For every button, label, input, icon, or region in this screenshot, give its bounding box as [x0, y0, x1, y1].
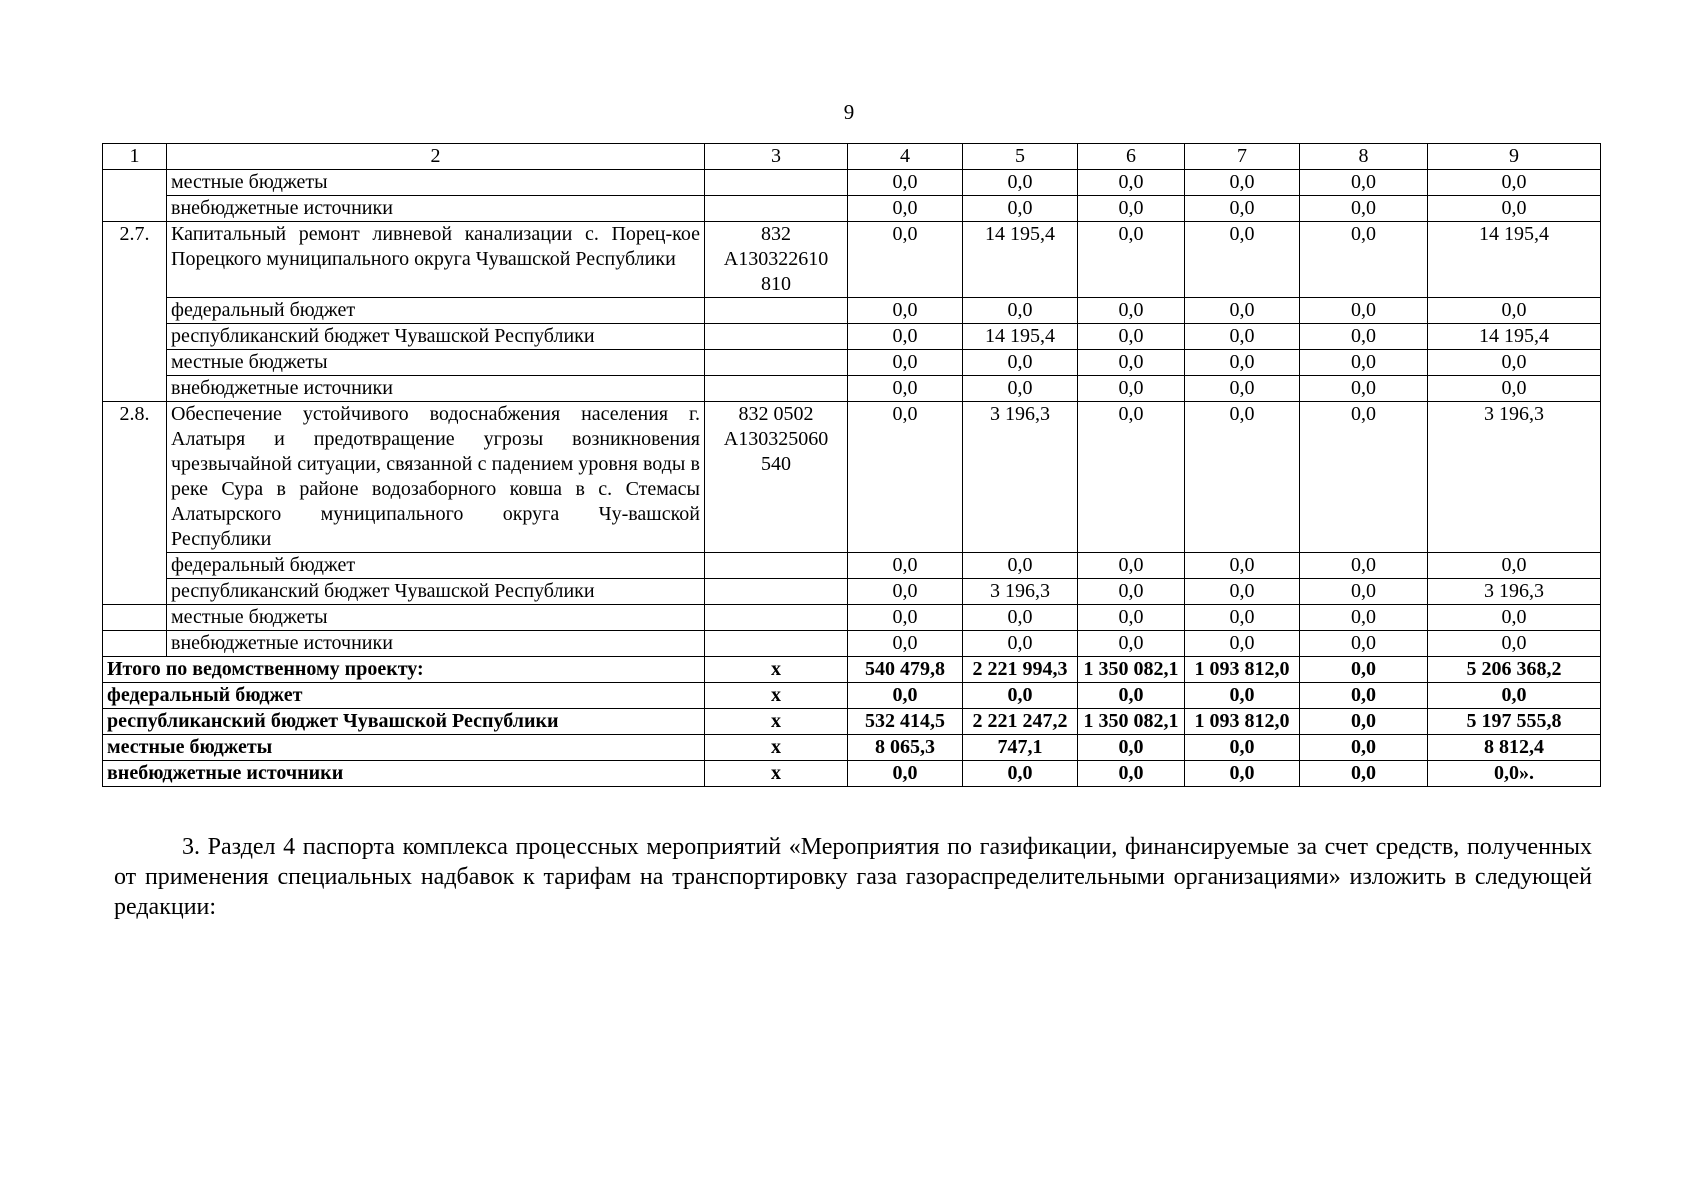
total-label: федеральный бюджет — [103, 683, 705, 709]
total-row — [103, 735, 1601, 761]
section-paragraph: 3. Раздел 4 паспорта комплекса процессных мероприятий «Мероприятия по газификации, финансируемые за счет средств, полученных от применения специальных надбавок к тарифам на транспортировку газа газораспределительными организациями» изложить в следующей редакции: — [114, 834, 1592, 920]
value-cell: 0,0 — [963, 170, 1078, 196]
total-value: 0,0 — [1300, 657, 1428, 683]
value-cell: 0,0 — [1185, 350, 1300, 376]
code-empty — [705, 579, 848, 605]
total-value: 1 350 082,1 — [1078, 657, 1185, 683]
project-title: Капитальный ремонт ливневой канализации с. Порец-кое Порецкого муниципального округа Чувашской Республики — [167, 222, 705, 298]
row-number-empty — [103, 350, 167, 376]
value-cell: 0,0 — [1185, 376, 1300, 402]
source-row — [103, 376, 1601, 402]
total-value: 0,0 — [1078, 761, 1185, 787]
total-value: 0,0 — [1185, 735, 1300, 761]
total-value: 0,0 — [1300, 735, 1428, 761]
value-cell: 0,0 — [848, 222, 963, 298]
value-cell: 0,0 — [1078, 579, 1185, 605]
value-cell: 0,0 — [1300, 350, 1428, 376]
value-cell: 0,0 — [1428, 631, 1601, 657]
total-value: 0,0 — [963, 761, 1078, 787]
total-mark: х — [705, 735, 848, 761]
header-cell: 6 — [1078, 144, 1185, 170]
value-cell: 0,0 — [848, 170, 963, 196]
total-mark: х — [705, 709, 848, 735]
row-number-empty — [103, 170, 167, 196]
budget-table — [102, 143, 1601, 787]
value-cell: 14 195,4 — [963, 324, 1078, 350]
source-label: внебюджетные источники — [167, 376, 705, 402]
value-cell: 0,0 — [1300, 222, 1428, 298]
value-cell: 0,0 — [963, 298, 1078, 324]
total-value: 0,0». — [1428, 761, 1601, 787]
value-cell: 0,0 — [848, 553, 963, 579]
header-cell: 3 — [705, 144, 848, 170]
value-cell: 0,0 — [1300, 324, 1428, 350]
source-row — [103, 605, 1601, 631]
value-cell: 0,0 — [1300, 579, 1428, 605]
total-row — [103, 761, 1601, 787]
value-cell: 0,0 — [1300, 553, 1428, 579]
header-cell: 7 — [1185, 144, 1300, 170]
value-cell: 0,0 — [848, 631, 963, 657]
value-cell: 0,0 — [1078, 170, 1185, 196]
value-cell: 0,0 — [1428, 170, 1601, 196]
code-empty — [705, 631, 848, 657]
value-cell: 0,0 — [848, 350, 963, 376]
value-cell: 0,0 — [1300, 196, 1428, 222]
code-empty — [705, 376, 848, 402]
project-row — [103, 402, 1601, 553]
budget-code: 832 А130322610 810 — [705, 222, 848, 298]
budget-code: 832 0502 А130325060 540 — [705, 402, 848, 553]
row-number-empty — [103, 553, 167, 579]
source-row — [103, 579, 1601, 605]
total-value: 5 197 555,8 — [1428, 709, 1601, 735]
value-cell: 0,0 — [963, 605, 1078, 631]
value-cell: 0,0 — [1428, 605, 1601, 631]
total-value: 0,0 — [1185, 761, 1300, 787]
source-label: внебюджетные источники — [167, 196, 705, 222]
source-row — [103, 324, 1601, 350]
total-value: 0,0 — [1185, 683, 1300, 709]
source-label: внебюджетные источники — [167, 631, 705, 657]
total-mark: х — [705, 683, 848, 709]
total-value: 532 414,5 — [848, 709, 963, 735]
value-cell: 14 195,4 — [1428, 222, 1601, 298]
header-cell: 1 — [103, 144, 167, 170]
code-empty — [705, 350, 848, 376]
page-number: 9 — [843, 100, 855, 124]
total-value: 0,0 — [848, 761, 963, 787]
total-value: 540 479,8 — [848, 657, 963, 683]
source-label: местные бюджеты — [167, 170, 705, 196]
value-cell: 0,0 — [963, 631, 1078, 657]
value-cell: 0,0 — [1185, 402, 1300, 553]
project-title: Обеспечение устойчивого водоснабжения населения г. Алатыря и предотвращение угрозы возникновения чрезвычайной ситуации, связанной с падением уровня воды в реке Сура в районе водозаборного ковша в с. Стемасы Алатырского муниципального округа Чу-вашской Республики — [167, 402, 705, 553]
value-cell: 0,0 — [848, 324, 963, 350]
project-row — [103, 222, 1601, 298]
header-cell: 9 — [1428, 144, 1601, 170]
value-cell: 0,0 — [848, 579, 963, 605]
header-cell: 4 — [848, 144, 963, 170]
value-cell: 0,0 — [1185, 196, 1300, 222]
total-value: 1 350 082,1 — [1078, 709, 1185, 735]
value-cell: 0,0 — [1185, 298, 1300, 324]
value-cell: 0,0 — [1428, 196, 1601, 222]
total-value: 0,0 — [1078, 683, 1185, 709]
header-row — [103, 144, 1601, 170]
row-number-empty — [103, 631, 167, 657]
value-cell: 0,0 — [1078, 298, 1185, 324]
value-cell: 0,0 — [1185, 222, 1300, 298]
value-cell: 0,0 — [1078, 605, 1185, 631]
value-cell: 0,0 — [963, 376, 1078, 402]
total-value: 0,0 — [1078, 735, 1185, 761]
total-label: Итого по ведомственному проекту: — [103, 657, 705, 683]
row-number-empty — [103, 579, 167, 605]
source-label: федеральный бюджет — [167, 553, 705, 579]
total-value: 1 093 812,0 — [1185, 709, 1300, 735]
header-cell: 5 — [963, 144, 1078, 170]
code-empty — [705, 170, 848, 196]
total-value: 2 221 994,3 — [963, 657, 1078, 683]
source-row — [103, 298, 1601, 324]
row-number-empty — [103, 376, 167, 402]
value-cell: 3 196,3 — [963, 402, 1078, 553]
total-value: 0,0 — [1300, 683, 1428, 709]
source-row — [103, 553, 1601, 579]
code-empty — [705, 605, 848, 631]
value-cell: 0,0 — [1185, 170, 1300, 196]
value-cell: 14 195,4 — [963, 222, 1078, 298]
total-value: 8 065,3 — [848, 735, 963, 761]
total-value: 1 093 812,0 — [1185, 657, 1300, 683]
code-empty — [705, 298, 848, 324]
value-cell: 0,0 — [1185, 605, 1300, 631]
source-label: федеральный бюджет — [167, 298, 705, 324]
value-cell: 0,0 — [1300, 170, 1428, 196]
value-cell: 0,0 — [1185, 553, 1300, 579]
code-empty — [705, 324, 848, 350]
source-label: местные бюджеты — [167, 350, 705, 376]
total-row — [103, 709, 1601, 735]
row-number-empty — [103, 324, 167, 350]
row-number-empty — [103, 605, 167, 631]
value-cell: 0,0 — [963, 196, 1078, 222]
value-cell: 3 196,3 — [1428, 579, 1601, 605]
value-cell: 0,0 — [848, 196, 963, 222]
value-cell: 0,0 — [1300, 631, 1428, 657]
value-cell: 0,0 — [1185, 579, 1300, 605]
source-label: местные бюджеты — [167, 605, 705, 631]
total-row — [103, 683, 1601, 709]
header-cell: 2 — [167, 144, 705, 170]
total-value: 0,0 — [1428, 683, 1601, 709]
source-row — [103, 631, 1601, 657]
total-value: 8 812,4 — [1428, 735, 1601, 761]
value-cell: 0,0 — [1300, 402, 1428, 553]
value-cell: 0,0 — [1185, 631, 1300, 657]
value-cell: 0,0 — [1428, 376, 1601, 402]
value-cell: 3 196,3 — [1428, 402, 1601, 553]
code-empty — [705, 196, 848, 222]
source-label: республиканский бюджет Чувашской Республики — [167, 324, 705, 350]
total-label: республиканский бюджет Чувашской Республики — [103, 709, 705, 735]
total-label: местные бюджеты — [103, 735, 705, 761]
value-cell: 0,0 — [848, 402, 963, 553]
total-value: 0,0 — [1300, 761, 1428, 787]
source-row — [103, 196, 1601, 222]
row-number: 2.8. — [103, 402, 167, 553]
value-cell: 0,0 — [1078, 196, 1185, 222]
value-cell: 0,0 — [1078, 376, 1185, 402]
row-number-empty — [103, 298, 167, 324]
value-cell: 0,0 — [1428, 553, 1601, 579]
row-number: 2.7. — [103, 222, 167, 298]
row-number-empty — [103, 196, 167, 222]
value-cell: 0,0 — [963, 553, 1078, 579]
value-cell: 0,0 — [1078, 350, 1185, 376]
total-value: 0,0 — [1300, 709, 1428, 735]
value-cell: 0,0 — [1078, 553, 1185, 579]
value-cell: 0,0 — [1185, 324, 1300, 350]
total-value: 2 221 247,2 — [963, 709, 1078, 735]
total-value: 0,0 — [963, 683, 1078, 709]
value-cell: 0,0 — [1300, 605, 1428, 631]
value-cell: 0,0 — [848, 298, 963, 324]
value-cell: 14 195,4 — [1428, 324, 1601, 350]
total-mark: х — [705, 761, 848, 787]
total-label: внебюджетные источники — [103, 761, 705, 787]
value-cell: 0,0 — [1428, 350, 1601, 376]
header-cell: 8 — [1300, 144, 1428, 170]
value-cell: 3 196,3 — [963, 579, 1078, 605]
value-cell: 0,0 — [1078, 402, 1185, 553]
source-row — [103, 170, 1601, 196]
value-cell: 0,0 — [1078, 631, 1185, 657]
value-cell: 0,0 — [1078, 222, 1185, 298]
value-cell: 0,0 — [848, 376, 963, 402]
code-empty — [705, 553, 848, 579]
value-cell: 0,0 — [1300, 298, 1428, 324]
value-cell: 0,0 — [963, 350, 1078, 376]
source-label: республиканский бюджет Чувашской Республики — [167, 579, 705, 605]
source-row — [103, 350, 1601, 376]
value-cell: 0,0 — [848, 605, 963, 631]
value-cell: 0,0 — [1428, 298, 1601, 324]
total-mark: х — [705, 657, 848, 683]
value-cell: 0,0 — [1300, 376, 1428, 402]
total-value: 5 206 368,2 — [1428, 657, 1601, 683]
total-value: 0,0 — [848, 683, 963, 709]
value-cell: 0,0 — [1078, 324, 1185, 350]
total-value: 747,1 — [963, 735, 1078, 761]
total-row — [103, 657, 1601, 683]
